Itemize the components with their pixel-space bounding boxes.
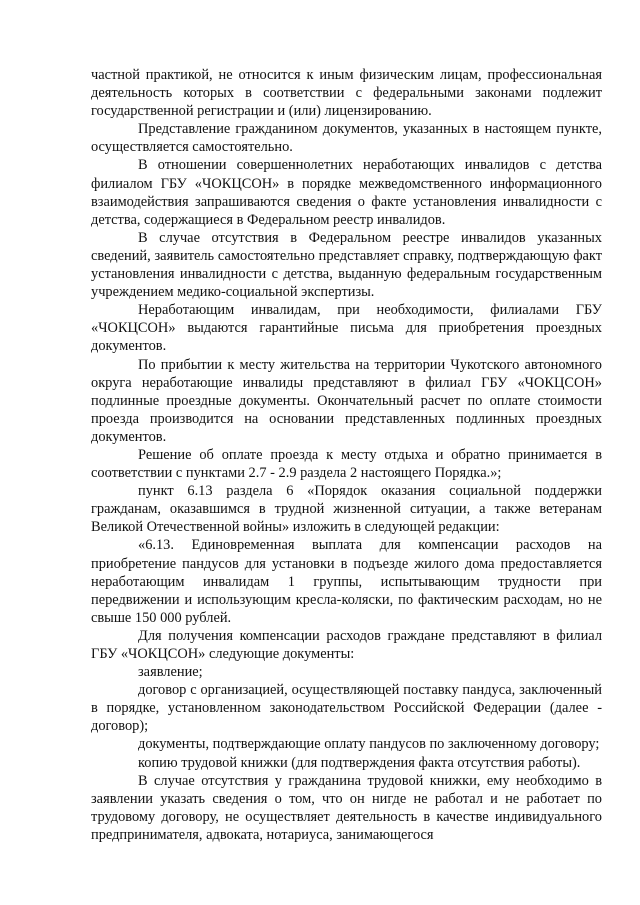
paragraph-13: документы, подтверждающие оплату пандусов по заключенному договору; bbox=[138, 736, 600, 753]
paragraph-1: частной практикой, не относится к иным физическим лицам, профессиональная деятельность которых в соответствии с федеральными законами подлежит государственной регистрации и (или) лицензированию. bbox=[91, 67, 602, 120]
paragraph-10: Для получения компенсации расходов граждане представляют в филиал ГБУ «ЧОКЦСОН» следующие документы: bbox=[91, 627, 602, 662]
paragraph-4: В случае отсутствия в Федеральном реестре инвалидов указанных сведений, заявитель самостоятельно представляет справку, подтверждающую факт установления инвалидности с детства, выданную федеральным государственным учреждением медико-социальной экспертизы. bbox=[91, 229, 602, 301]
paragraph-11: заявление; bbox=[138, 664, 203, 681]
paragraph-15: В случае отсутствия у гражданина трудовой книжки, ему необходимо в заявлении указать сведения о том, что он нигде не работал и не работает по трудовому договору, не осуществляет деятельность в качестве индивидуального предпринимателя, адвоката, нотариуса, занимающегося bbox=[91, 772, 602, 843]
paragraph-5: Неработающим инвалидам, при необходимости, филиалами ГБУ «ЧОКЦСОН» выдаются гарантийные письма для приобретения проездных документов. bbox=[91, 302, 602, 355]
paragraph-9: «6.13. Единовременная выплата для компенсации расходов на приобретение пандусов для установки в подъезде жилого дома предоставляется неработающим инвалидам 1 группы, испытывающим трудности при передвижении и использующим кресла-коляски, по фактическим расходам, но не свыше 150 000 рублей. bbox=[91, 537, 602, 626]
paragraph-2: Представление гражданином документов, указанных в настоящем пункте, осуществляется самостоятельно. bbox=[91, 121, 602, 156]
paragraph-3: В отношении совершеннолетних неработающих инвалидов с детства филиалом ГБУ «ЧОКЦСОН» в порядке межведомственного информационного взаимодействия запрашиваются сведения о факте установления инвалидности с детства, содержащиеся в Федеральном реестр инвалидов. bbox=[91, 157, 602, 228]
paragraph-7: Решение об оплате проезда к месту отдыха и обратно принимается в соответствии с пунктами 2.7 - 2.9 раздела 2 настоящего Порядка.»; bbox=[91, 446, 602, 482]
paragraph-14: копию трудовой книжки (для подтверждения факта отсутствия работы). bbox=[138, 754, 581, 771]
paragraph-12: договор с организацией, осуществляющей поставку пандуса, заключенный в порядке, установленном законодательством Российской Федерации (далее - договор); bbox=[91, 682, 602, 735]
paragraph-8: пункт 6.13 раздела 6 «Порядок оказания социальной поддержки гражданам, оказавшимся в трудной жизненной ситуации, а также ветеранам Великой Отечественной войны» изложить в следующей редакции: bbox=[91, 483, 602, 536]
paragraph-6: По прибытии к месту жительства на территории Чукотского автономного округа неработающие инвалиды представляют в филиал ГБУ «ЧОКЦСОН» подлинные проездные документы. Окончательный расчет по оплате стоимости проезда производится на основании представленных подлинных проездных документов. bbox=[91, 356, 602, 445]
